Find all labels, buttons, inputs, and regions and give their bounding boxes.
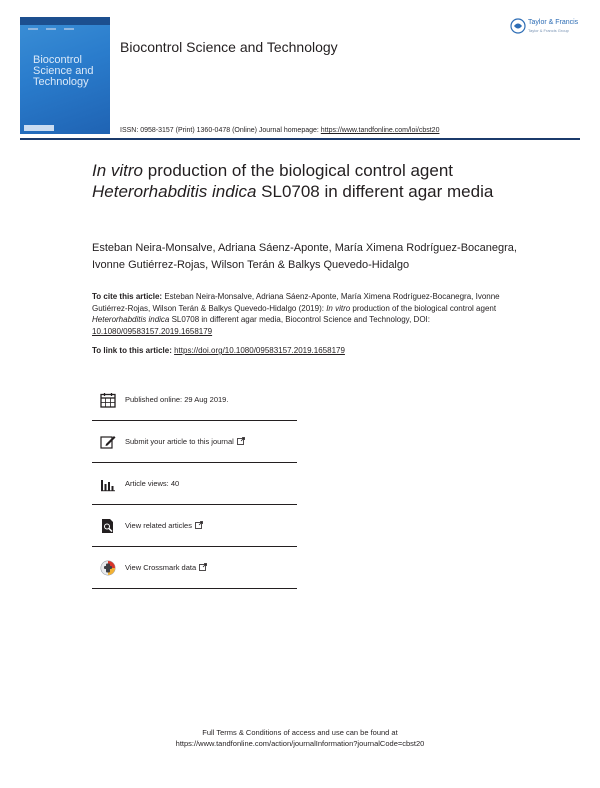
- related-search-icon: [100, 518, 116, 534]
- submit-pencil-icon: [100, 434, 116, 450]
- publisher-logo-group: Taylor & Francis Group: [528, 28, 569, 33]
- cover-title: Biocontrol Science and Technology: [33, 54, 94, 88]
- issn-text: ISSN: 0958-3157 (Print) 1360-0478 (Online) Journal homepage:: [120, 127, 321, 134]
- footer-terms-text: Full Terms & Conditions of access and use can be found at: [202, 728, 398, 737]
- crossmark-row[interactable]: [92, 548, 297, 589]
- page-footer: [0, 727, 600, 749]
- article-authors: Esteban Neira-Monsalve, Adriana Sáenz-Aponte, María Ximena Rodríguez-Bocanegra, Ivonne Gutiérrez-Rojas, Wilson Terán & Balkys Quevedo-Hidalgo: [92, 242, 517, 271]
- related-articles-link[interactable]: View related articles: [125, 521, 192, 530]
- doi-link[interactable]: 10.1080/09583157.2019.1658179: [92, 326, 213, 336]
- citation-block: To cite this article: Esteban Neira-Monsalve, Adriana Sáenz-Aponte, María Ximena Rodríguez-Bocanegra, Ivonne Gutiérrez-Rojas, Wilson Terán & Balkys Quevedo-Hidalgo (2019): In vitro production of the biological control agent Heterorhabditis indica SL0708 in different agar media, Biocontrol Science and Technology, DOI: 10.1080/09583157.2019.1658179: [92, 292, 500, 336]
- journal-cover-image: [20, 17, 110, 134]
- submit-article-row[interactable]: [92, 422, 297, 463]
- cover-top-band: [20, 17, 110, 25]
- journal-title[interactable]: Biocontrol Science and Technology: [120, 39, 338, 55]
- external-link-icon: [237, 437, 245, 445]
- journal-homepage-link[interactable]: https://www.tandfonline.com/loi/cbst20: [320, 127, 440, 134]
- crossmark-icon: [100, 560, 116, 576]
- external-link-icon: [199, 563, 207, 571]
- submit-article-link[interactable]: Submit your article to this journal: [125, 437, 234, 446]
- article-title: In vitro production of the biological control agent Heterorhabditis indica SL0708 in different agar media: [92, 161, 494, 201]
- publisher-logo: [510, 18, 582, 36]
- bar-chart-icon: [100, 476, 116, 492]
- issn-line: [120, 127, 439, 134]
- article-link-line: [92, 346, 345, 355]
- crossmark-link[interactable]: View Crossmark data: [125, 563, 197, 572]
- published-online-text: Published online: 29 Aug 2019.: [125, 395, 229, 404]
- article-permalink[interactable]: https://doi.org/10.1080/09583157.2019.1658179: [174, 346, 345, 355]
- calendar-icon: [100, 392, 116, 408]
- cover-publisher-mark: [24, 125, 54, 131]
- header-rule: [20, 138, 580, 140]
- published-online-row: [92, 380, 297, 421]
- publisher-logo-icon: [510, 18, 526, 34]
- article-views-row: [92, 464, 297, 505]
- article-views-text: Article views: 40: [125, 479, 180, 488]
- publisher-logo-name: Taylor & Francis: [528, 19, 579, 26]
- external-link-icon: [195, 521, 203, 529]
- citation-label: To cite this article:: [92, 292, 163, 301]
- link-label: To link to this article:: [92, 346, 175, 355]
- footer-terms-link[interactable]: https://www.tandfonline.com/action/journalInformation?journalCode=cbst20: [175, 739, 425, 748]
- related-articles-row[interactable]: [92, 506, 297, 547]
